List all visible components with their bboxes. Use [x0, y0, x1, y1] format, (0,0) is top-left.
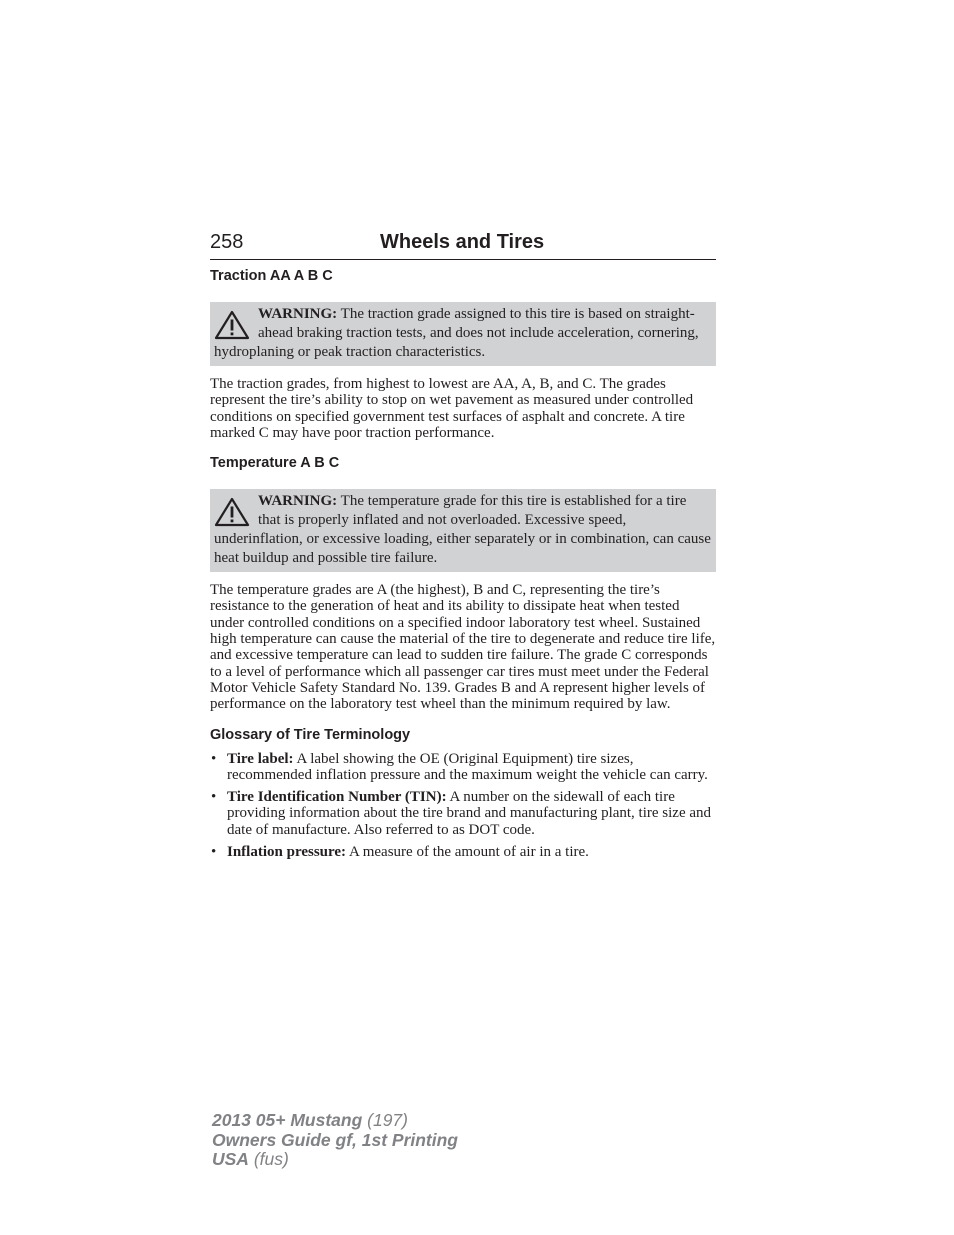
footer-line-3	[212, 1150, 458, 1170]
glossary-definition: A label showing the OE (Original Equipment) tire sizes, recommended inflation pressure and the maximum weight the vehicle can carry.	[227, 750, 708, 783]
traction-warning-box	[210, 302, 716, 366]
footer-code: (197)	[362, 1110, 408, 1130]
page-content	[210, 266, 716, 866]
footer-line-1	[212, 1111, 458, 1131]
footer-model: 2013 05+ Mustang	[212, 1110, 363, 1130]
bullet: •	[211, 789, 217, 806]
traction-heading: Traction AA A B C	[210, 268, 333, 284]
glossary-heading: Glossary of Tire Terminology	[210, 726, 411, 743]
glossary-definition: A measure of the amount of air in a tire.	[346, 844, 589, 861]
section-title: Wheels and Tires	[380, 231, 545, 253]
bullet: •	[211, 750, 217, 767]
warning-label: WARNING:	[258, 493, 338, 510]
footer-market-code: (fus)	[248, 1149, 289, 1169]
footer-market: USA	[212, 1149, 249, 1169]
warning-label: WARNING:	[258, 306, 338, 322]
glossary-term: Tire Identification Number (TIN):	[227, 789, 447, 806]
warning-triangle-icon	[214, 497, 250, 527]
glossary-term: Tire label:	[227, 750, 294, 767]
warning-text: The temperature grade for this tire is established for a tire that is properly inflated and not overloaded. Excessive speed, underinflation, or excessive loading, either separately or in combination, can cause heat buildup and possible tire failure.	[214, 493, 711, 567]
traction-body: The traction grades, from highest to lowest are AA, A, B, and C. The grades represent the tire’s ability to stop on wet pavement as measured under controlled conditions on specified government test surfaces of asphalt and concrete. A tire marked C may have poor traction performance.	[210, 376, 694, 441]
warning-text: The traction grade assigned to this tire is based on straight-ahead braking traction tests, and does not include acceleration, cornering, hydroplaning or peak traction characteristics.	[214, 306, 699, 360]
list-item	[210, 789, 716, 838]
page-header	[210, 229, 716, 260]
temperature-heading: Temperature A B C	[210, 455, 340, 472]
temperature-body: The temperature grades are A (the highest), B and C, representing the tire’s resistance to the generation of heat and its ability to dissipate heat when tested under controlled conditions on a specified indoor laboratory test wheel. Sustained high temperature can cause the material of the tire to degenerate and reduce tire life, and excessive temperature can lead to sudden tire failure. The grade C corresponds to a level of performance which all passenger car tires must meet under the Federal Motor Vehicle Safety Standard No. 139. Grades B and A represent higher levels of performance on the laboratory test wheel than the minimum required by law.	[210, 582, 716, 713]
glossary-list	[210, 751, 716, 861]
page-number: 258	[210, 231, 244, 253]
footer-line-2: Owners Guide gf, 1st Printing	[212, 1129, 458, 1150]
warning-triangle-icon	[214, 310, 250, 340]
temperature-warning-box	[210, 489, 716, 572]
list-item	[210, 751, 716, 784]
bullet: •	[211, 844, 217, 861]
glossary-definition: A number on the sidewall of each tire providing information about the tire brand and manufacturing plant, tire size and date of manufacture. Also referred to as DOT code.	[227, 789, 712, 838]
glossary-term: Inflation pressure:	[227, 844, 347, 861]
list-item	[210, 844, 716, 860]
page-footer	[212, 1111, 458, 1170]
